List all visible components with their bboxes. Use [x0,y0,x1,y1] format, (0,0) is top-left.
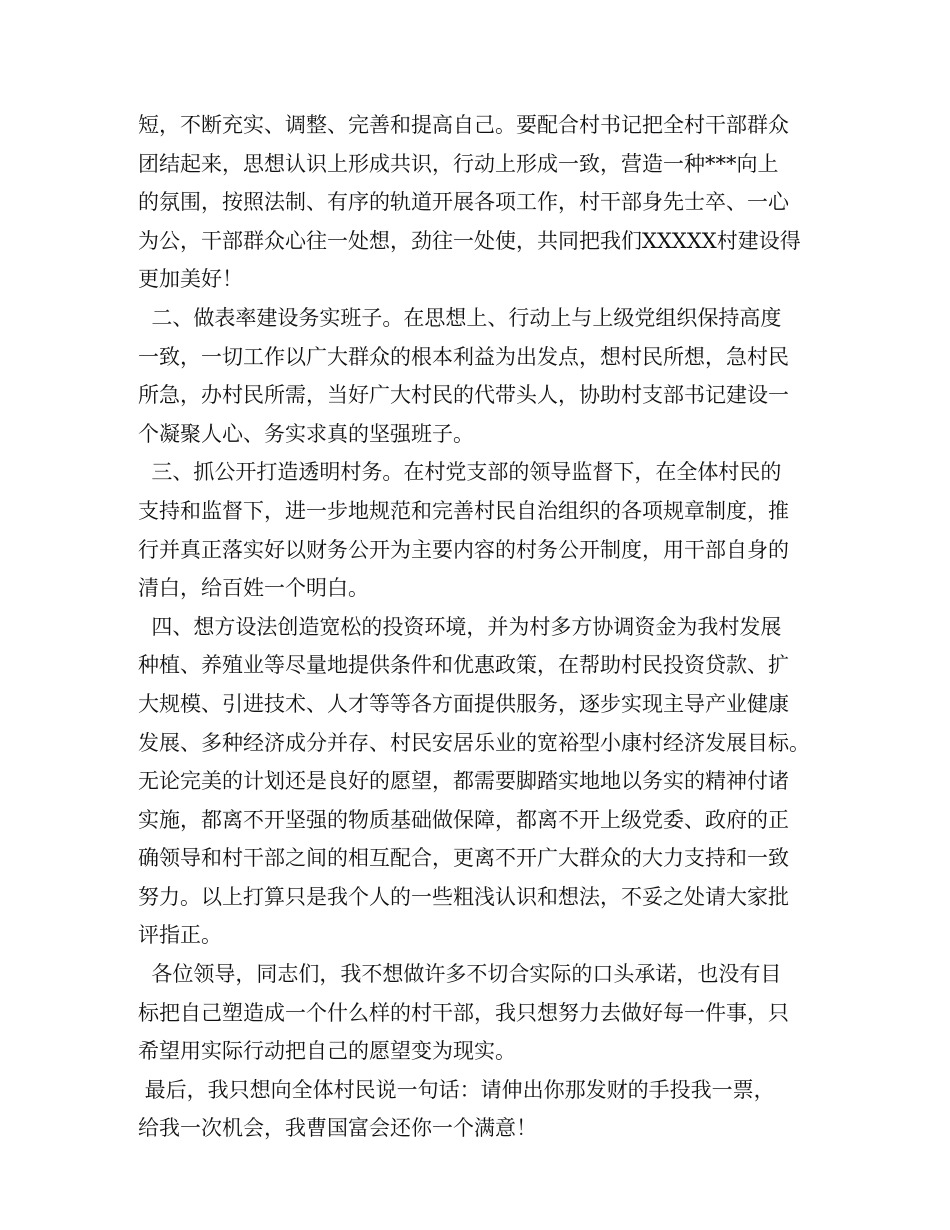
text-line: 发展、多种经济成分并存、村民安居乐业的宽裕型小康村经济发展目标。 [138,730,810,755]
text-line: 为公，干部群众心往一处想，劲往一处使，共同把我们XXXXX村建设得 [138,228,801,253]
text-line: 四、想方设法创造宽松的投资环境，并为村多方协调资金为我村发展 [138,614,782,639]
text-line: 评指正。 [138,923,222,948]
text-line: 最后，我只想向全体村民说一句话：请伸出你那发财的手投我一票， [138,1077,775,1102]
text-line: 更加美好！ [138,267,243,292]
text-line: 短，不断充实、调整、完善和提高自己。要配合村书记把全村干部群众 [138,113,789,137]
text-line: 清白，给百姓一个明白。 [138,576,369,601]
text-line: 努力。以上打算只是我个人的一些粗浅认识和想法，不妥之处请大家批 [138,884,789,909]
text-line: 二、做表率建设务实班子。在思想上、行动上与上级党组织保持高度 [138,305,782,330]
text-line: 种植、养殖业等尽量地提供条件和优惠政策，在帮助村民投资贷款、扩 [138,653,789,678]
text-line: 无论完美的计划还是良好的愿望，都需要脚踏实地地以务实的精神付诸 [138,769,789,794]
text-line: 三、抓公开打造透明村务。在村党支部的领导监督下，在全体村民的 [138,460,782,485]
text-line: 所急，办村民所需，当好广大村民的代带头人，协助村支部书记建设一 [138,383,789,408]
text-line: 大规模、引进技术、人才等等各方面提供服务，逐步实现主导产业健康 [138,691,789,716]
text-line: 确领导和村干部之间的相互配合，更离不开广大群众的大力支持和一致 [138,846,789,871]
text-line: 的氛围，按照法制、有序的轨道开展各项工作，村干部身先士卒、一心 [138,190,789,215]
text-line: 标把自己塑造成一个什么样的村干部，我只想努力去做好每一件事，只 [138,1000,789,1025]
text-line: 各位领导，同志们，我不想做许多不切合实际的口头承诺，也没有目 [138,962,782,987]
text-line: 支持和监督下，进一步地规范和完善村民自治组织的各项规章制度，推 [138,498,789,523]
text-line: 一致，一切工作以广大群众的根本利益为出发点，想村民所想，急村民 [138,344,789,369]
text-line: 希望用实际行动把自己的愿望变为现实。 [138,1039,516,1064]
body-text [138,106,828,1148]
text-line: 给我一次机会，我曹国富会还你一个满意！ [138,1116,537,1141]
text-line: 行并真正落实好以财务公开为主要内容的村务公开制度，用干部自身的 [138,537,789,562]
text-line: 团结起来，思想认识上形成共识，行动上形成一致，营造一种***向上 [138,151,779,176]
text-line: 个凝聚人心、务实求真的坚强班子。 [138,421,474,446]
text-line: 实施，都离不开坚强的物质基础做保障，都离不开上级党委、政府的正 [138,807,789,832]
